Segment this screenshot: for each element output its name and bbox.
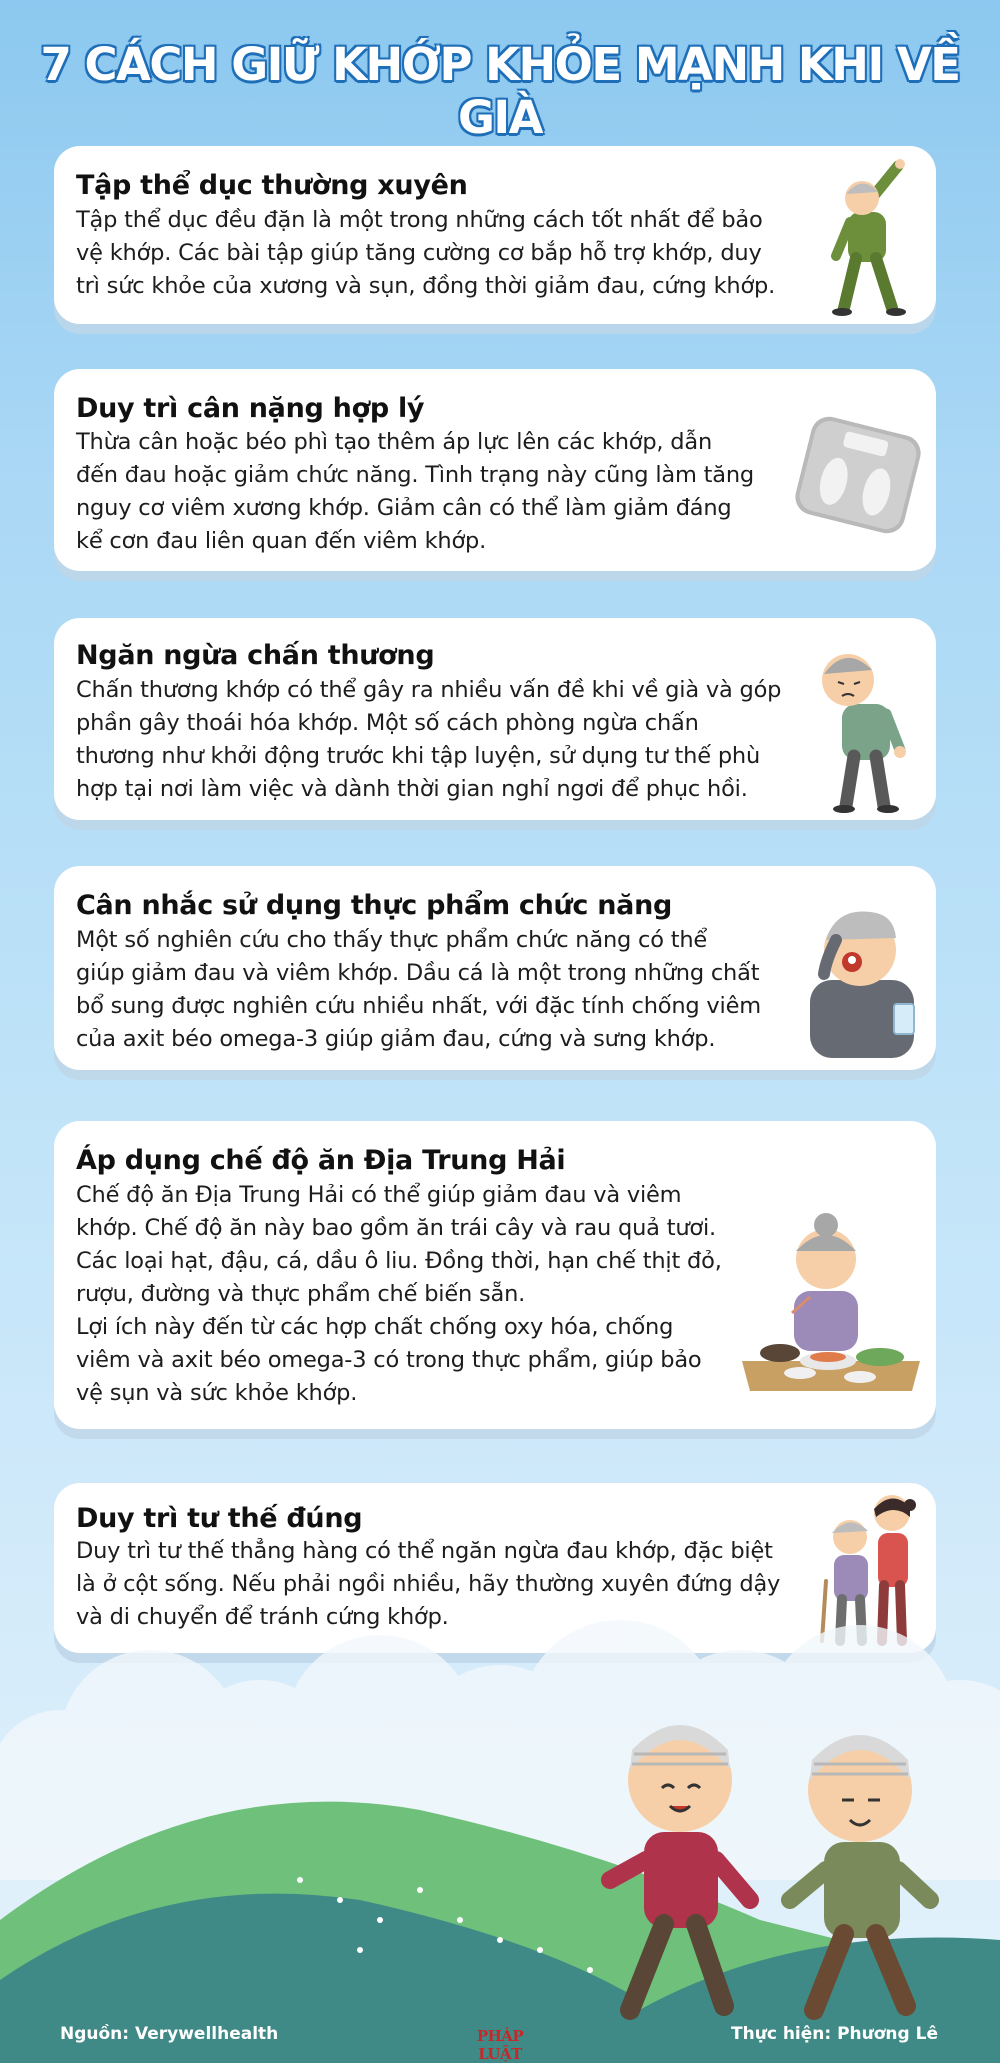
tip-text-line: phần gây thoái hóa khớp. Một số cách phòng ngừa chấn bbox=[76, 710, 699, 736]
tip-text-line: Lợi ích này đến từ các hợp chất chống oxy hóa, chống bbox=[76, 1314, 674, 1340]
elderly-man-stretching-icon bbox=[814, 158, 924, 318]
tip-text-line: giúp giảm đau và viêm khớp. Dầu cá là một trong những chất bbox=[76, 960, 760, 986]
tip-card-supplements bbox=[54, 866, 936, 1070]
tip-text-line: và di chuyển để tránh cứng khớp. bbox=[76, 1604, 449, 1630]
tip-text bbox=[76, 674, 781, 806]
tip-text-line: đến đau hoặc giảm chức năng. Tình trạng này cũng làm tăng bbox=[76, 462, 754, 488]
tip-title: Tập thể dục thường xuyên bbox=[76, 170, 468, 201]
elderly-woman-eating-meal-icon bbox=[740, 1201, 924, 1401]
tip-text-line: hợp tại nơi làm việc và dành thời gian nghỉ ngơi để phục hồi. bbox=[76, 776, 748, 802]
tip-text-line: là ở cột sống. Nếu phải ngồi nhiều, hãy thường xuyên đứng dậy bbox=[76, 1571, 781, 1597]
tip-text bbox=[76, 204, 775, 303]
tip-text-line: bổ sung được nghiên cứu nhiều nhất, với đặc tính chống viêm bbox=[76, 993, 761, 1019]
elderly-man-taking-pill-icon bbox=[796, 900, 926, 1060]
tip-text-line: thương như khởi động trước khi tập luyện, sử dụng tư thế phù bbox=[76, 743, 761, 769]
elderly-man-back-pain-icon bbox=[806, 642, 926, 814]
publisher-logo: PHÁP LUẬT bbox=[476, 2027, 524, 2063]
tip-text-line: vệ sụn và sức khỏe khớp. bbox=[76, 1380, 358, 1406]
tip-text-line: rượu, đường và thực phẩm chế biến sẵn. bbox=[76, 1281, 526, 1307]
tip-title: Duy trì cân nặng hợp lý bbox=[76, 393, 425, 424]
tip-text-line: nguy cơ viêm xương khớp. Giảm cân có thể làm giảm đáng bbox=[76, 495, 732, 521]
tip-text-line: Thừa cân hoặc béo phì tạo thêm áp lực lên các khớp, dẫn bbox=[76, 429, 713, 455]
tip-title: Cân nhắc sử dụng thực phẩm chức năng bbox=[76, 890, 673, 921]
source-credit: Nguồn: Verywellhealth bbox=[60, 2024, 279, 2044]
tip-text-line: Chế độ ăn Địa Trung Hải có thể giúp giảm đau và viêm bbox=[76, 1182, 682, 1208]
tip-text-line: Tập thể dục đều đặn là một trong những cách tốt nhất để bảo bbox=[76, 207, 763, 233]
tip-text-line: viêm và axit béo omega-3 có trong thực phẩm, giúp bảo bbox=[76, 1347, 702, 1373]
tip-text-line: của axit béo omega-3 giúp giảm đau, cứng và sưng khớp. bbox=[76, 1026, 716, 1052]
tip-text bbox=[76, 1179, 722, 1410]
tip-card-weight bbox=[54, 369, 936, 571]
tip-title: Duy trì tư thế đúng bbox=[76, 1503, 363, 1534]
tip-text-line: kể cơn đau liên quan đến viêm khớp. bbox=[76, 528, 487, 554]
tip-card-exercise bbox=[54, 146, 936, 324]
page-title: 7 CÁCH GIỮ KHỚP KHỎE MẠNH KHI VỀ GIÀ bbox=[40, 38, 960, 144]
tip-text-line: Các loại hạt, đậu, cá, dầu ô liu. Đồng thời, hạn chế thịt đỏ, bbox=[76, 1248, 722, 1274]
tip-card-mediterranean-diet bbox=[54, 1121, 936, 1429]
tip-title: Ngăn ngừa chấn thương bbox=[76, 640, 435, 671]
tip-text bbox=[76, 924, 761, 1056]
bathroom-scale-icon bbox=[788, 415, 928, 535]
tip-text-line: Duy trì tư thế thẳng hàng có thể ngăn ngừa đau khớp, đặc biệt bbox=[76, 1538, 773, 1564]
author-credit: Thực hiện: Phương Lê bbox=[731, 2024, 938, 2044]
tip-text-line: khớp. Chế độ ăn này bao gồm ăn trái cây và rau quả tươi. bbox=[76, 1215, 716, 1241]
tip-card-injury bbox=[54, 618, 936, 820]
tip-text-line: vệ khớp. Các bài tập giúp tăng cường cơ bắp hỗ trợ khớp, duy bbox=[76, 240, 762, 266]
tip-text-line: trì sức khỏe của xương và sụn, đồng thời giảm đau, cứng khớp. bbox=[76, 273, 776, 299]
tip-text-line: Một số nghiên cứu cho thấy thực phẩm chức năng có thể bbox=[76, 927, 708, 953]
tip-title: Áp dụng chế độ ăn Địa Trung Hải bbox=[76, 1145, 566, 1176]
tip-text bbox=[76, 426, 754, 558]
hills-illustration bbox=[0, 1620, 1000, 2063]
tip-text-line: Chấn thương khớp có thể gây ra nhiều vấn đề khi về già và góp bbox=[76, 677, 782, 703]
